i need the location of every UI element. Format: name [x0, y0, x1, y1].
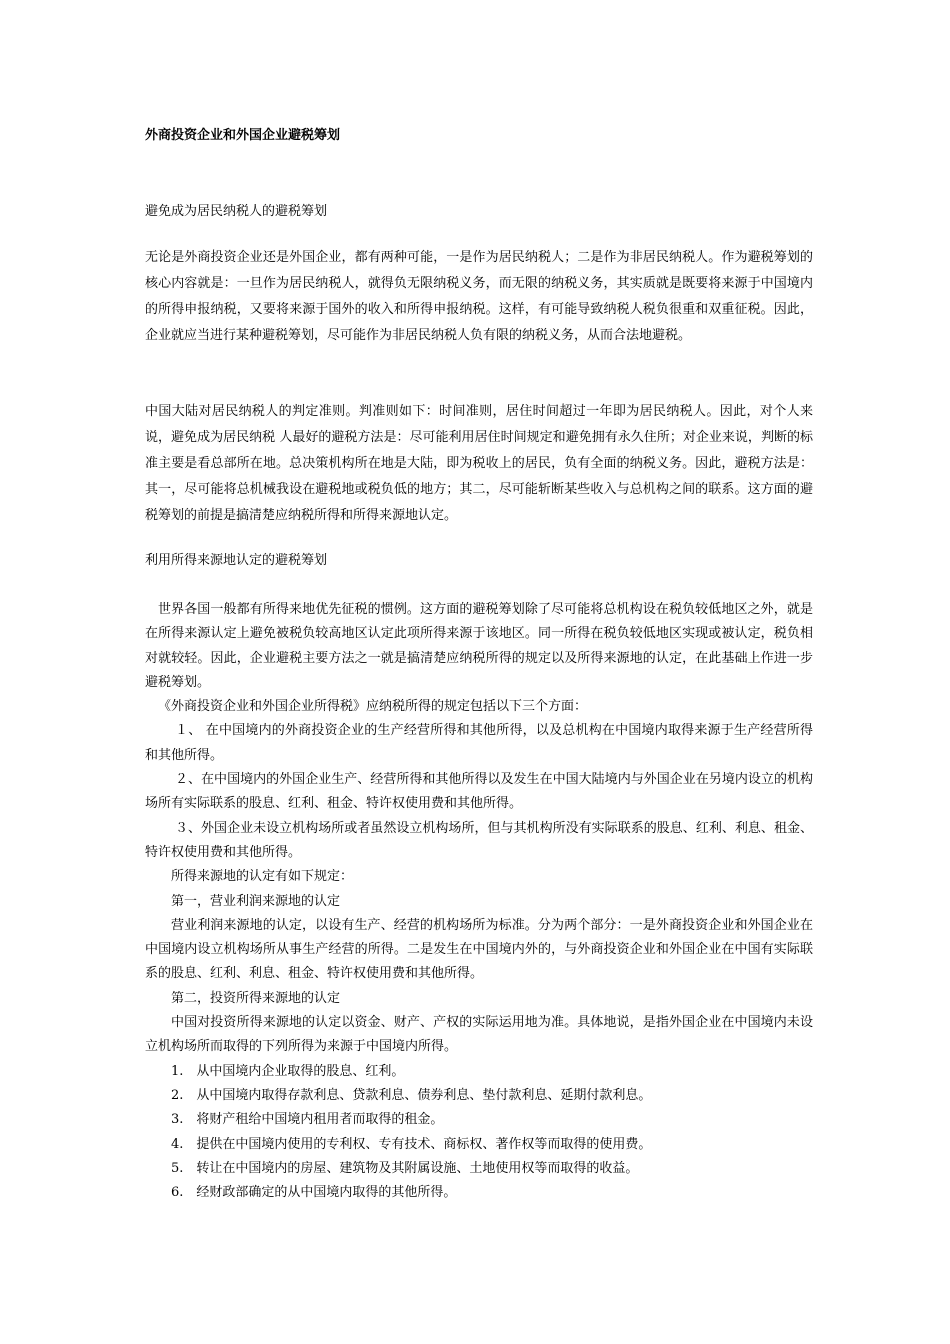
- section-source-body: [145, 598, 813, 1205]
- provision-item: ２、在中国境内的外国企业生产、经营所得和其他所得以及发生在中国大陆境内与外国企业在另境内设立的机构场所有实际联系的股息、红利、租金、特许权使用费和其他所得。: [145, 772, 813, 812]
- section-heading-source: 利用所得来源地认定的避税筹划: [145, 553, 328, 568]
- list-item: 2. 从中国境内取得存款利息、贷款利息、债券利息、垫付款利息、延期付款利息。: [171, 1087, 652, 1103]
- paragraph-resident-overview: 无论是外商投资企业还是外国企业，都有两种可能，一是作为居民纳税人；二是作为非居民纳税人。作为避税筹划的核心内容就是：一旦作为居民纳税人，就得负无限纳税义务，而无限的纳税义务，其实质就是既要将来源于中国境内的所得申报纳税，又要将来源于国外的收入和所得申报纳税。这样，有可能导致纳税人税负很重和双重征税。因此，企业就应当进行某种避税筹划，尽可能作为非居民纳税人负有限的纳税义务，从而合法地避税。: [145, 250, 813, 343]
- rule-heading-business-profit: 第一，营业利润来源地的认定: [171, 893, 341, 909]
- list-item: 3. 将财产租给中国境内租用者而取得的租金。: [171, 1112, 444, 1128]
- paragraph-business-profit: 营业利润来源地的认定，以设有生产、经营的机构场所为标准。分为两个部分：一是外商投资企业和外国企业在中国境内设立机构场所从事生产经营的所得。二是发生在中国境内外的，与外商投资企业和外国企业在中国有实际联系的股息、红利、利息、租金、特许权使用费和其他所得。: [145, 917, 813, 982]
- paragraph-source-intro: 世界各国一般都有所得来地优先征税的惯例。这方面的避税筹划除了尽可能将总机构设在税负较低地区之外，就是在所得来源认定上避免被税负较高地区认定此项所得来源于该地区。同一所得在税负较低地区实现或被认定，税负相对就较轻。因此，企业避税主要方法之一就是搞清楚应纳税所得的规定以及所得来源地的认定，在此基础上作进一步避税筹划。: [145, 602, 813, 690]
- list-item: 1. 从中国境内企业取得的股息、红利。: [171, 1063, 405, 1079]
- paragraph-law-intro: 《外商投资企业和外国企业所得税》应纳税所得的规定包括以下三个方面：: [158, 699, 588, 715]
- provision-item: ３、外国企业未设立机构场所或者虽然设立机构场所，但与其机构所没有实际联系的股息、红利、利息、租金、特许权使用费和其他所得。: [145, 820, 813, 860]
- rule-heading-investment-income: 第二，投资所得来源地的认定: [171, 990, 341, 1006]
- document-title: 外商投资企业和外国企业避税筹划: [145, 128, 341, 143]
- paragraph-resident-criteria: 中国大陆对居民纳税人的判定准则。判准则如下：时间准则，居住时间超过一年即为居民纳税人。因此，对个人来说，避免成为居民纳税 人最好的避税方法是：尽可能利用居住时间规定和避免拥有永久住所；对企业来说，判断的标准主要是看总部所在地。总决策机构所在地是大陆，即为税收上的居民，负有全面的纳税义务。因此，避税方法是：其一，尽可能将总机械我设在避税地或税负低的地方；其二，尽可能斩断某些收入与总机构之间的联系。这方面的避税筹划的前提是搞清楚应纳税所得和所得来源地认定。: [145, 404, 813, 523]
- paragraph-investment-income: 中国对投资所得来源地的认定以资金、财产、产权的实际运用地为准。具体地说，是指外国企业在中国境内未设立机构场所而取得的下列所得为来源于中国境内所得。: [145, 1015, 813, 1055]
- provision-item: １、 在中国境内的外商投资企业的生产经营所得和其他所得，以及总机构在中国境内取得来源于生产经营所得和其他所得。: [145, 723, 813, 763]
- list-item: 6. 经财政部确定的从中国境内取得的其他所得。: [171, 1185, 457, 1201]
- list-item: 5. 转让在中国境内的房屋、建筑物及其附属设施、土地使用权等而取得的收益。: [171, 1160, 639, 1176]
- paragraph-rules-intro: 所得来源地的认定有如下规定：: [171, 869, 354, 885]
- list-item: 4. 提供在中国境内使用的专利权、专有技术、商标权、著作权等而取得的使用费。: [171, 1136, 652, 1152]
- section-heading-resident: 避免成为居民纳税人的避税筹划: [145, 204, 328, 219]
